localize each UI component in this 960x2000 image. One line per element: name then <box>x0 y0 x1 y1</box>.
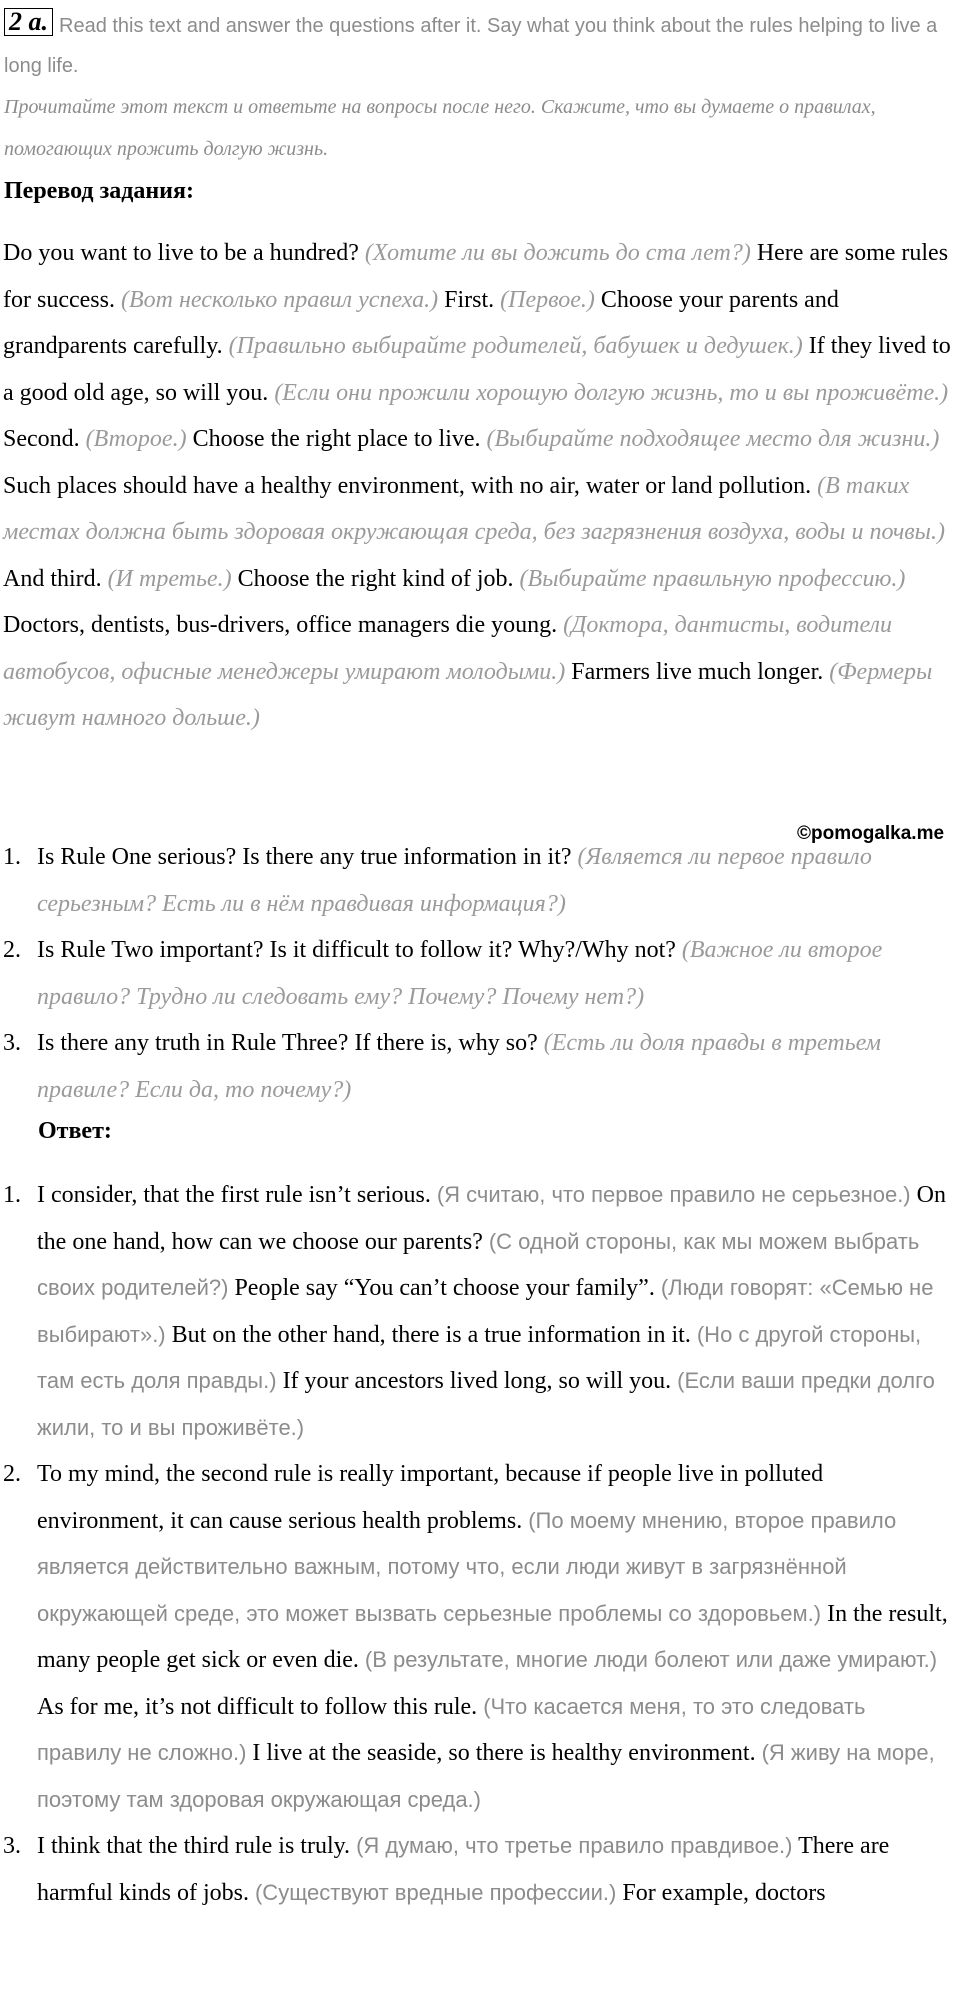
passage-sentence-en: Such places should have a healthy environment, with no air, water or land pollution. <box>3 472 812 499</box>
answer-sentence-en: If your ancestors lived long, so will you. <box>282 1368 672 1394</box>
passage-sentence-en: If they lived to a good old age, so will you. <box>3 333 951 406</box>
answer-sentence-en: There are harmful kinds of jobs. <box>37 1833 890 1906</box>
question-item <box>3 834 953 927</box>
passage-sentence-ru: (Выбирайте правильную профессию.) <box>519 565 906 592</box>
instruction-en: Read this text and answer the questions after it. Say what you think about the rules helping to live a long life. <box>4 15 938 77</box>
answer-sentence-en: In the result, many people get sick or even die. <box>37 1600 948 1673</box>
passage-sentence-en: First. <box>444 286 495 313</box>
answer-sentence-ru: (Люди говорят: «Семью не выбирают».) <box>37 1275 934 1347</box>
answer-sentence-en: As for me, it’s not difficult to follow this rule. <box>37 1693 478 1720</box>
passage-sentence-en: Choose the right kind of job. <box>237 565 514 592</box>
passage-sentence-en: And third. <box>3 565 102 592</box>
passage-sentence-ru: (Если они прожили хорошую долгую жизнь, то и вы проживёте.) <box>274 379 949 406</box>
question-number: 1. <box>3 844 21 870</box>
answer-sentence-en: People say “You can’t choose your family”. <box>234 1275 655 1301</box>
answer-sentence-ru: (Я считаю, что первое правило не серьезное.) <box>436 1182 911 1207</box>
task-header <box>4 6 954 170</box>
passage-sentence-ru: (В таких местах должна быть здоровая окружающая среда, без загрязнения воздуха, воды и почвы.) <box>3 472 945 545</box>
answer-number: 3. <box>3 1833 21 1859</box>
answer-sentence-ru: (Я живу на море, поэтому там здоровая окружающая среда.) <box>37 1740 935 1812</box>
answer-item <box>3 1172 953 1451</box>
instruction-ru: Прочитайте этот текст и ответьте на вопросы после него. Скажите, что вы думаете о правилах, помогающих прожить долгую жизнь. <box>4 96 876 160</box>
answer-sentence-ru: (Что касается меня, то это следовать правилу не сложно.) <box>37 1693 866 1765</box>
answer-item <box>3 1451 953 1823</box>
answer-sentence-ru: (В результате, многие люди болеют или даже умирают.) <box>364 1647 938 1672</box>
translation-title: Перевод задания: <box>4 178 194 204</box>
passage-sentence-ru: (Первое.) <box>500 286 595 313</box>
watermark: ©pomogalka.me <box>797 823 945 844</box>
answer-sentence-en: I live at the seaside, so there is healthy environment. <box>252 1740 756 1766</box>
passage-sentence-en: Do you want to live to be a hundred? <box>3 240 359 266</box>
passage-sentence-en: Farmers live much longer. <box>571 658 824 685</box>
answer-sentence-ru: (Но с другой стороны, там есть доля правды.) <box>37 1321 922 1393</box>
passage-sentence-en: Choose your parents and grandparents carefully. <box>3 286 839 359</box>
passage-sentence-ru: (Второе.) <box>85 426 187 452</box>
answer-number: 2. <box>3 1461 21 1487</box>
passage-sentence-ru: (Выбирайте подходящее место для жизни.) <box>486 426 940 452</box>
passage-sentence-ru: (И третье.) <box>107 565 232 592</box>
answer-sentence-ru: (Если ваши предки долго жили, то и вы проживёте.) <box>37 1368 935 1440</box>
answer-title: Ответ: <box>38 1118 112 1144</box>
passage-sentence-ru: (Правильно выбирайте родителей, бабушек и дедушек.) <box>228 333 803 359</box>
passage-sentence-en: Here are some rules for success. <box>3 240 949 313</box>
task-number: 2 a. <box>4 8 53 36</box>
passage-sentence-ru: (Вот несколько правил успеха.) <box>120 286 439 313</box>
answer-sentence-en: On the one hand, how can we choose our parents? <box>37 1182 946 1255</box>
answer-sentence-en: I consider, that the first rule isn’t serious. <box>37 1182 431 1208</box>
question-en: Is Rule One serious? Is there any true information in it? <box>37 844 572 870</box>
passage-text <box>3 230 951 742</box>
question-ru: (Важное ли второе правило? Трудно ли следовать ему? Почему? Почему нет?) <box>37 937 883 1010</box>
passage-sentence-en: Second. <box>3 426 80 452</box>
passage-sentence-en: Doctors, dentists, bus-drivers, office managers die young. <box>3 612 558 638</box>
answer-sentence-ru: (По моему мнению, второе правило является действительно важным, потому что, если люди живут в загрязнённой окружающей среде, это может вызвать серьезные проблемы со здоровьем.) <box>37 1507 897 1626</box>
answer-sentence-ru: (С одной стороны, как мы можем выбрать своих родителей?) <box>37 1228 920 1300</box>
answer-sentence-ru: (Я думаю, что третье правило правдивое.) <box>356 1833 793 1858</box>
questions-list <box>3 834 953 1113</box>
question-number: 2. <box>3 937 21 963</box>
answer-sentence-en: For example, doctors <box>622 1879 826 1906</box>
answer-sentence-en: To my mind, the second rule is really important, because if people live in polluted environment, it can cause serious health problems. <box>37 1461 824 1534</box>
answer-sentence-en: I think that the third rule is truly. <box>37 1833 351 1859</box>
passage-sentence-ru: (Хотите ли вы дожить до ста лет?) <box>364 240 751 266</box>
instruction-en-line <box>4 6 954 86</box>
question-item <box>3 927 953 1020</box>
answers-list <box>3 1172 953 1916</box>
question-number: 3. <box>3 1030 21 1056</box>
question-ru: (Есть ли доля правды в третьем правиле? Если да, то почему?) <box>37 1030 881 1103</box>
question-en: Is Rule Two important? Is it difficult to follow it? Why?/Why not? <box>37 937 676 963</box>
question-ru: (Является ли первое правило серьезным? Есть ли в нём правдивая информация?) <box>37 844 872 917</box>
passage-sentence-en: Choose the right place to live. <box>192 426 481 452</box>
passage-sentence-ru: (Фермеры живут намного дольше.) <box>3 658 933 731</box>
question-en: Is there any truth in Rule Three? If there is, why so? <box>37 1030 538 1056</box>
answer-sentence-en: But on the other hand, there is a true information in it. <box>171 1321 691 1348</box>
question-item <box>3 1020 953 1113</box>
answer-item <box>3 1823 953 1916</box>
answer-sentence-ru: (Существуют вредные профессии.) <box>254 1879 617 1905</box>
passage-sentence-ru: (Доктора, дантисты, водители автобусов, офисные менеджеры умирают молодыми.) <box>3 612 893 685</box>
answer-number: 1. <box>3 1182 21 1208</box>
